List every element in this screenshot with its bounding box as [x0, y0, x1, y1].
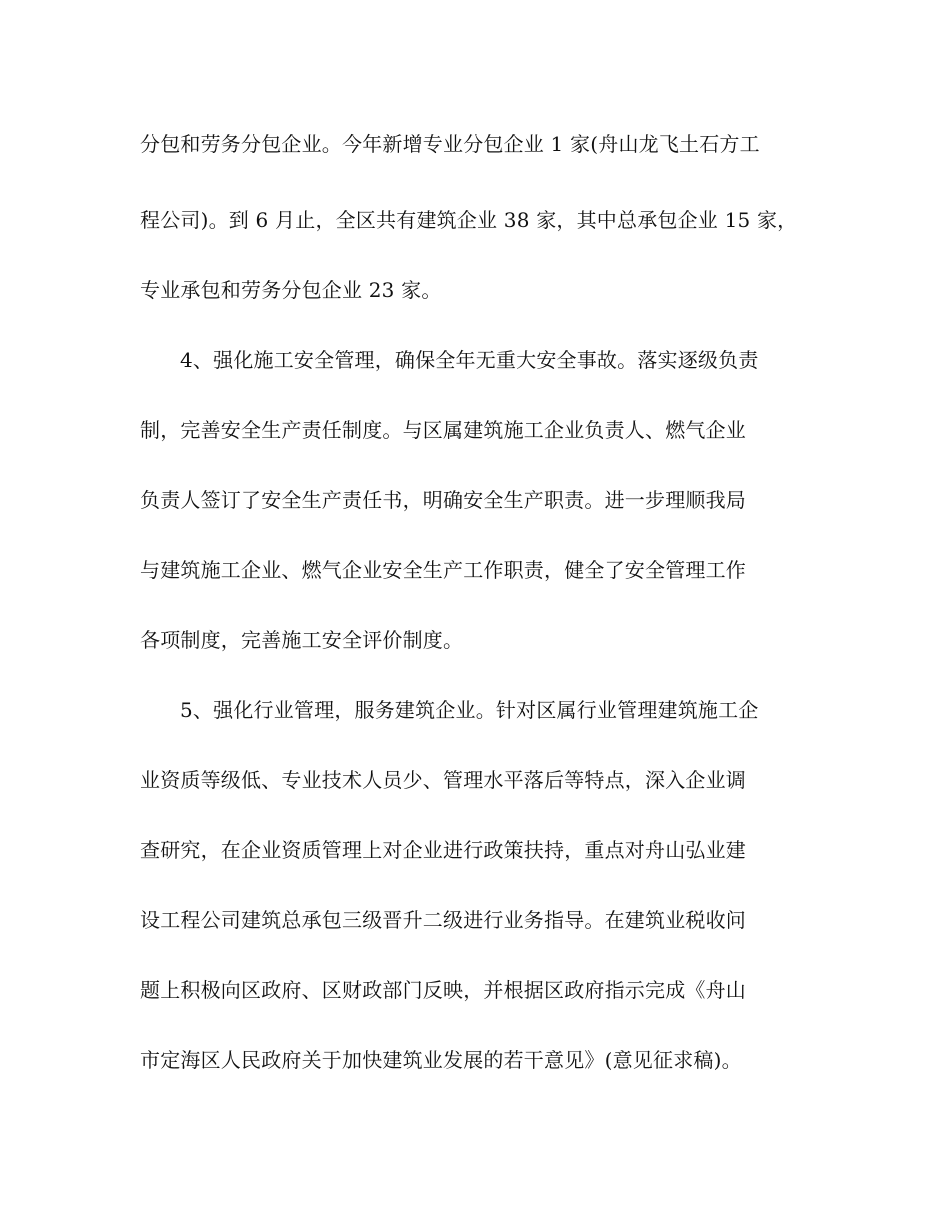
text-line-14: 市定海区人民政府关于加快建筑业发展的若干意见》(意见征求稿)。: [140, 1048, 742, 1072]
text-line-7: 与建筑施工企业、燃气企业安全生产工作职责，健全了安全管理工作: [140, 558, 746, 582]
text-line-5: 制，完善安全生产责任制度。与区属建筑施工企业负责人、燃气企业: [140, 418, 746, 442]
text-line-3: 专业承包和劳务分包企业 23 家。: [140, 278, 442, 302]
text-line-4: 4、强化施工安全管理，确保全年无重大安全事故。落实逐级负责: [180, 348, 759, 372]
text-line-6: 负责人签订了安全生产责任书，明确安全生产职责。进一步理顺我局: [140, 488, 746, 512]
text-line-11: 查研究，在企业资质管理上对企业进行政策扶持，重点对舟山弘业建: [140, 838, 746, 862]
text-line-2: 程公司)。到 6 月止，全区共有建筑企业 38 家，其中总承包企业 15 家，: [140, 208, 798, 232]
text-line-13: 题上积极向区政府、区财政部门反映，并根据区政府指示完成《舟山: [140, 978, 746, 1002]
text-line-10: 业资质等级低、专业技术人员少、管理水平落后等特点，深入企业调: [140, 768, 746, 792]
text-line-9: 5、强化行业管理，服务建筑企业。针对区属行业管理建筑施工企: [180, 698, 759, 722]
text-line-8: 各项制度，完善施工安全评价制度。: [140, 628, 464, 652]
text-line-12: 设工程公司建筑总承包三级晋升二级进行业务指导。在建筑业税收问: [140, 908, 746, 932]
text-line-1: 分包和劳务分包企业。今年新增专业分包企业 1 家(舟山龙飞土石方工: [140, 132, 760, 156]
